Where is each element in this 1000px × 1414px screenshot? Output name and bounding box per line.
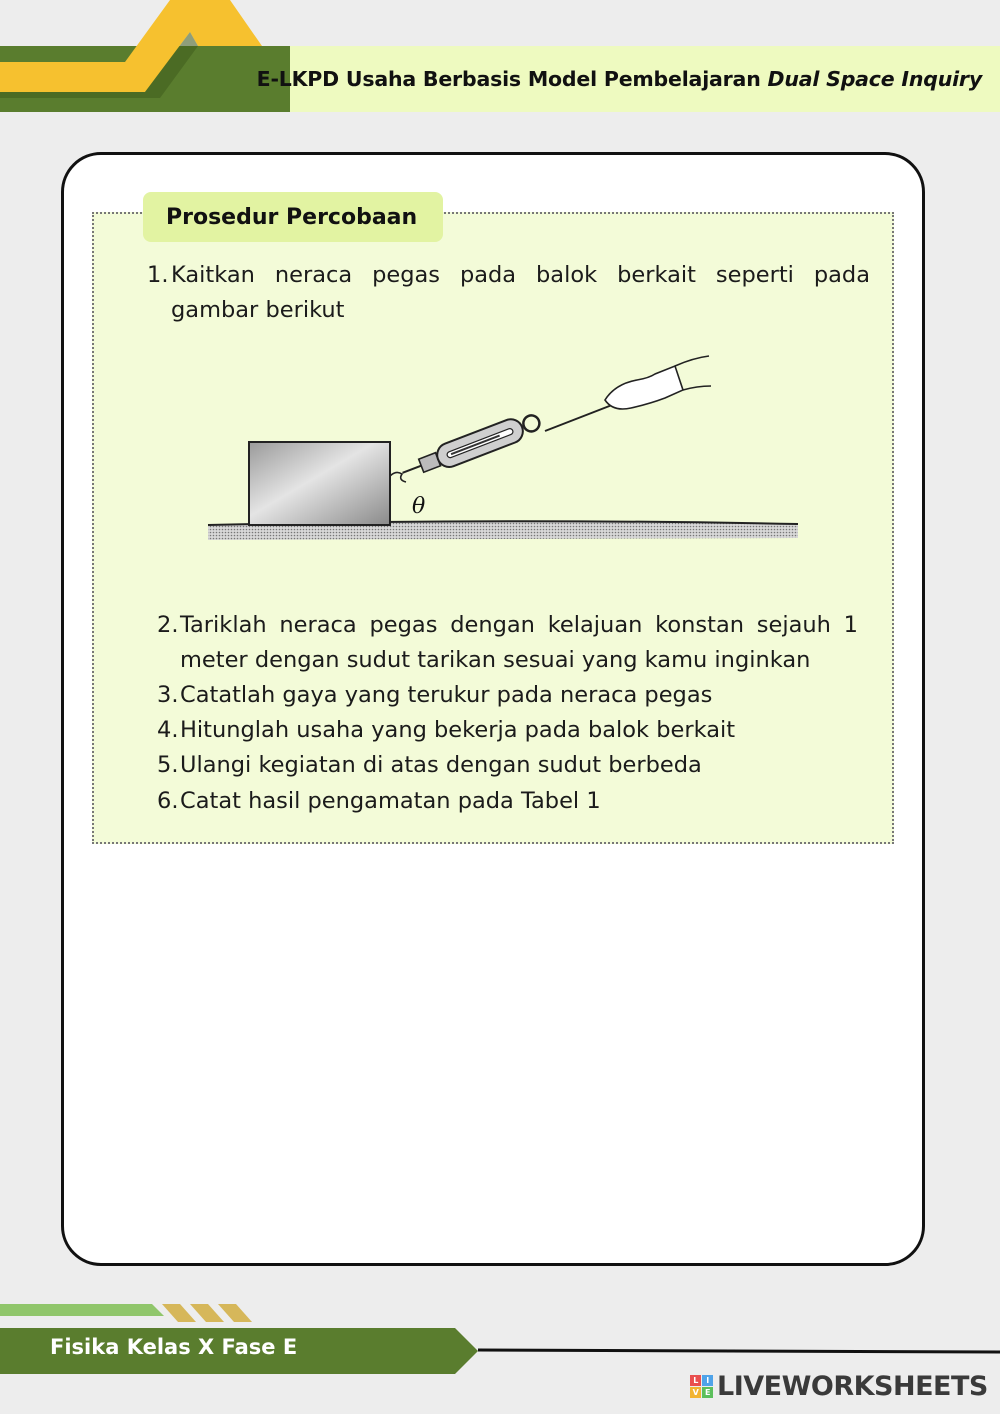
spring-scale [398, 409, 543, 484]
step-number: 6. [157, 788, 179, 814]
list-item [157, 784, 858, 819]
step-number: 5. [157, 752, 179, 778]
step-text: Catat hasil pengamatan pada Tabel 1 [180, 788, 601, 814]
step-text: Catatlah gaya yang terukur pada neraca pegas [180, 682, 713, 708]
experiment-illustration [200, 348, 810, 548]
hand [605, 366, 683, 409]
angle-label: θ [412, 494, 426, 519]
brand-name: LIVEWORKSHEETS [717, 1371, 988, 1402]
header-decoration [0, 0, 300, 115]
list-item [157, 713, 858, 748]
step-number: 1. [147, 262, 169, 288]
step-text: Ulangi kegiatan di atas dengan sudut berbeda [180, 752, 702, 778]
block [249, 442, 390, 525]
liveworksheets-logo-icon: L I V E [690, 1375, 713, 1398]
list-item [157, 678, 858, 713]
step-text: Kaitkan neraca pegas pada balok berkait seperti pada gambar berikut [171, 262, 870, 323]
step-text: Hitunglah usaha yang bekerja pada balok berkait [180, 717, 736, 743]
list-item [157, 608, 858, 678]
header-title: E-LKPD Usaha Berbasis Model Pembelajaran Dual Space Inquiry [256, 67, 982, 91]
step-number: 4. [157, 717, 179, 743]
step-number: 3. [157, 682, 179, 708]
hook [390, 472, 406, 482]
list-item [157, 748, 858, 783]
rope [545, 405, 612, 431]
header-band [256, 46, 1000, 112]
liveworksheets-brand[interactable] [690, 1371, 988, 1402]
section-title: Prosedur Percobaan [143, 192, 443, 242]
step-text: Tariklah neraca pegas dengan kelajuan konstan sejauh 1 meter dengan sudut tarikan sesuai yang kamu inginkan [180, 612, 858, 673]
list-item [147, 258, 870, 328]
footer-label: Fisika Kelas X Fase E [50, 1335, 298, 1359]
step-number: 2. [157, 612, 179, 638]
